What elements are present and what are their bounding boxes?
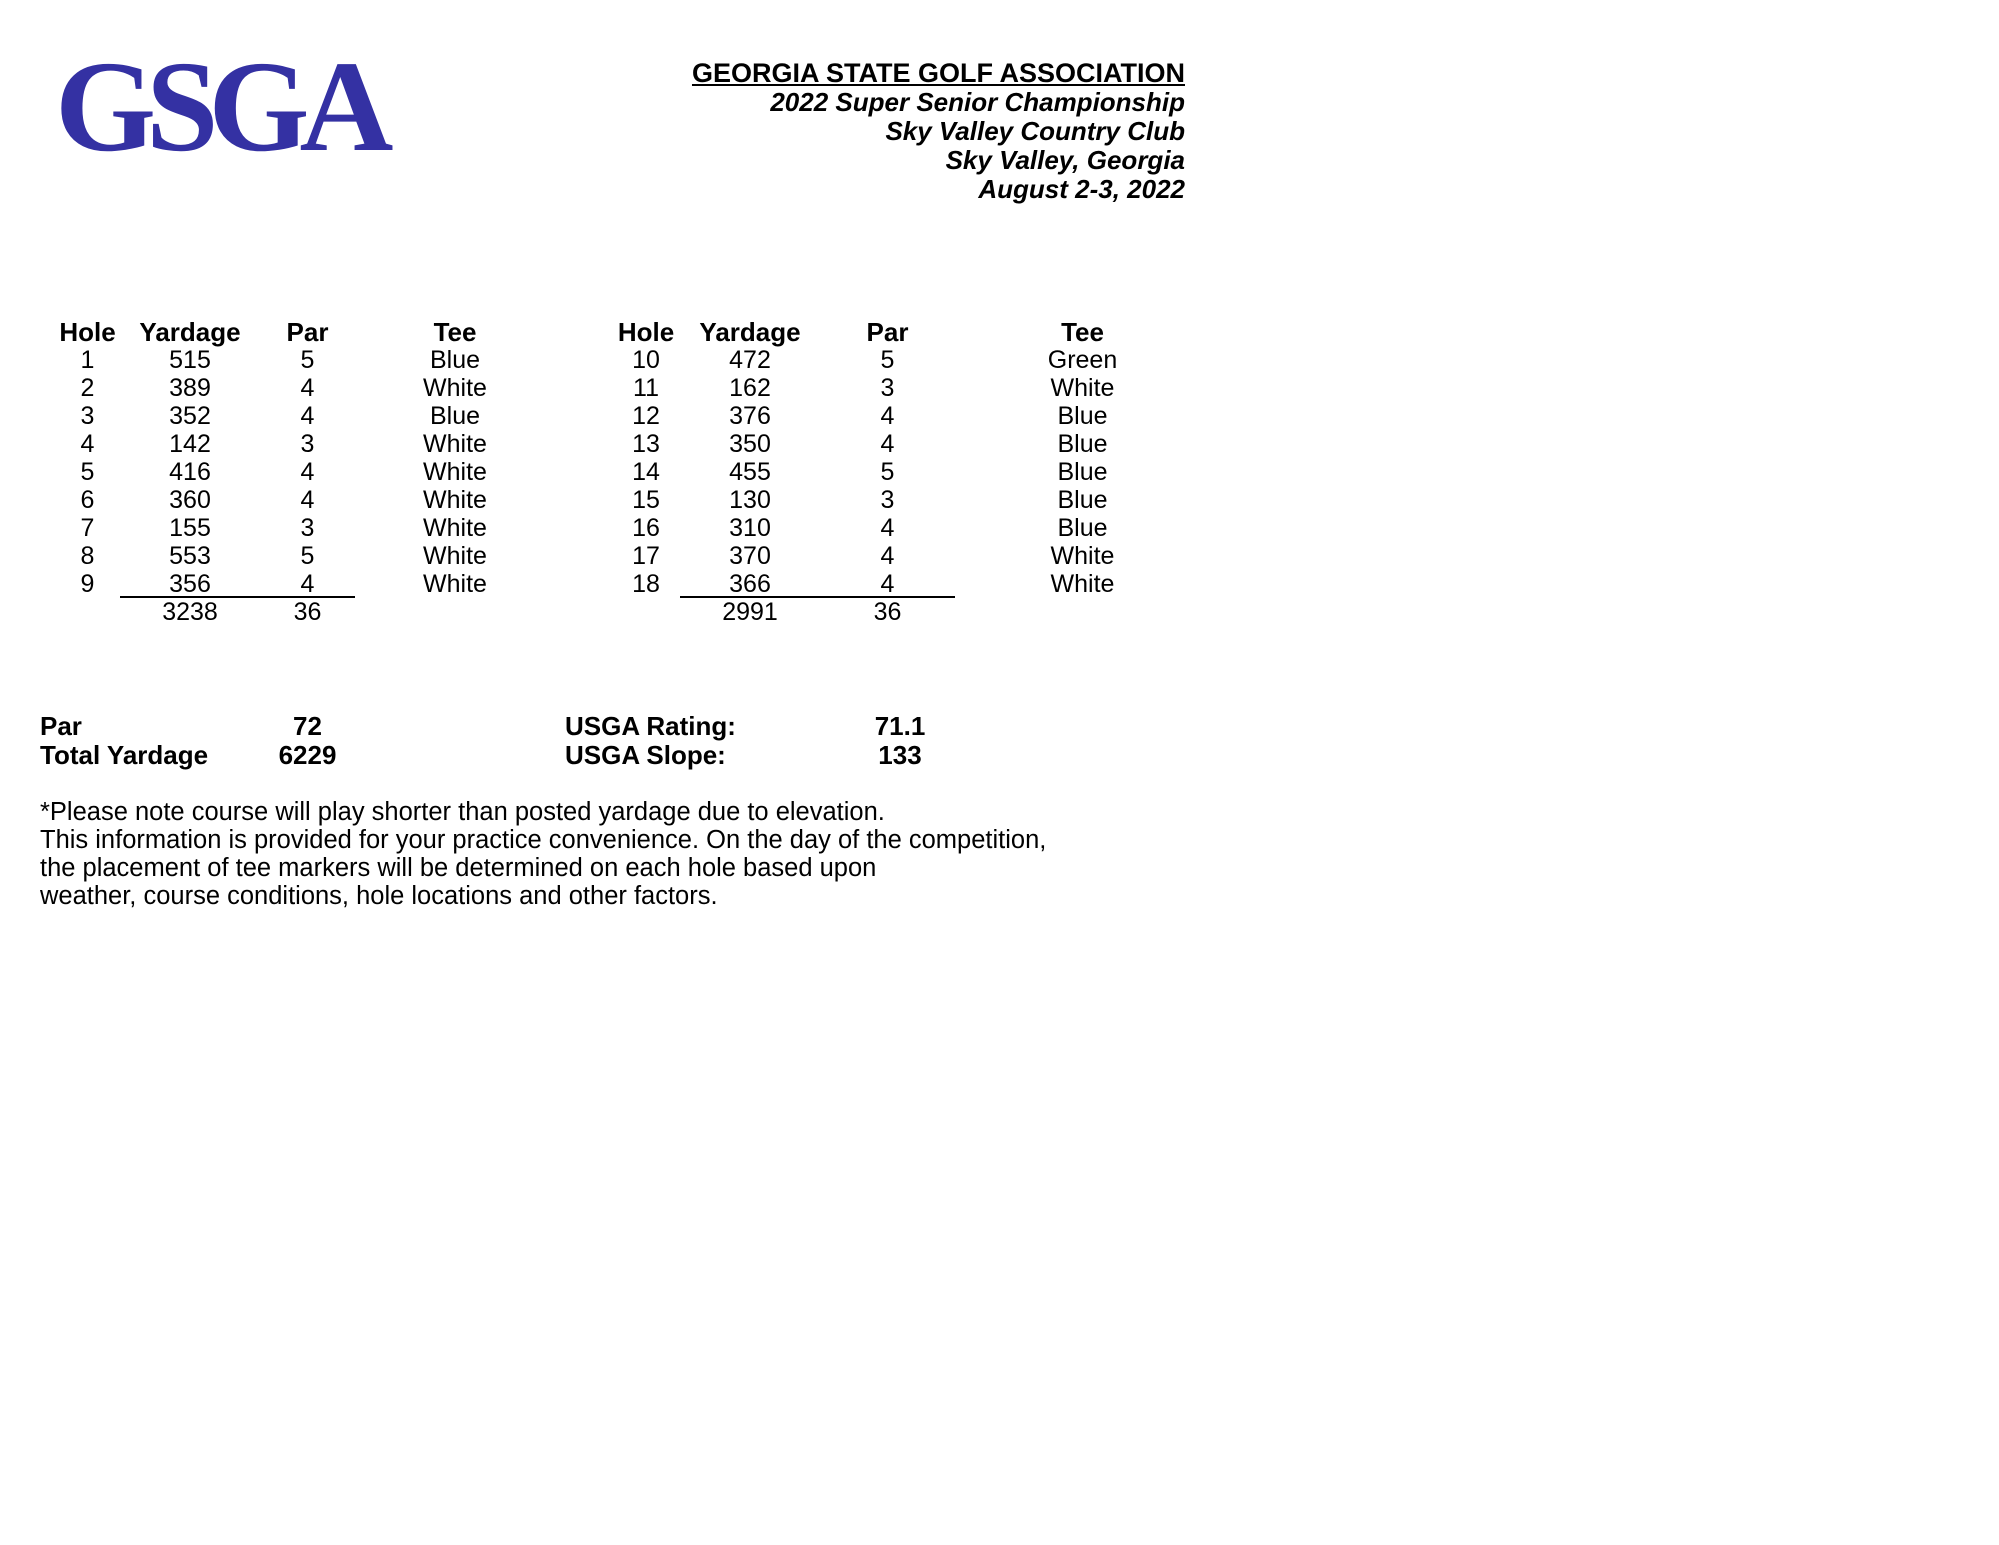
tee-value: Blue (1057, 402, 1108, 430)
par-total: 72 (293, 711, 322, 741)
event-detail-line: Sky Valley, Georgia (945, 145, 1185, 175)
hole-column-header: Hole (617, 317, 675, 347)
total-yardage-value: 6229 (278, 740, 337, 770)
back-nine-header-row (612, 318, 1210, 346)
par-value: 4 (880, 402, 895, 430)
hole-number: 12 (632, 402, 660, 430)
hole-number: 1 (80, 346, 95, 374)
front-nine-totals-row (55, 598, 555, 626)
par-value: 5 (300, 346, 315, 374)
yardage-value: 155 (169, 514, 211, 542)
front-nine-total-yardage: 3238 (162, 598, 218, 626)
yardage-value: 352 (169, 402, 211, 430)
event-detail-lines (500, 88, 1185, 204)
hole-number: 18 (632, 570, 660, 598)
par-column-header: Par (286, 317, 329, 347)
total-yardage-label: Total Yardage (40, 740, 209, 770)
yardage-value: 370 (729, 542, 771, 570)
table-row (612, 570, 1210, 598)
summary-row-2 (40, 741, 940, 770)
front-nine-header-row (55, 318, 555, 346)
hole-number: 16 (632, 514, 660, 542)
tee-value: White (423, 514, 487, 542)
note-line: *Please note course will play shorter than posted yardage due to elevation. (40, 798, 885, 826)
par-value: 3 (880, 374, 895, 402)
gsga-logo: GSGA (55, 35, 384, 179)
table-row (55, 402, 555, 430)
tee-column-header: Tee (1061, 317, 1104, 347)
course-summary (40, 712, 940, 770)
hole-number: 13 (632, 430, 660, 458)
tee-value: White (423, 458, 487, 486)
note-line: weather, course conditions, hole locations and other factors. (40, 882, 718, 910)
yardage-value: 376 (729, 402, 771, 430)
yardage-value: 515 (169, 346, 211, 374)
yardage-value: 389 (169, 374, 211, 402)
table-row (55, 374, 555, 402)
note-line: the placement of tee markers will be determined on each hole based upon (40, 854, 877, 882)
yardage-value: 350 (729, 430, 771, 458)
event-detail-line: 2022 Super Senior Championship (770, 87, 1185, 117)
par-value: 4 (300, 374, 315, 402)
hole-number: 9 (80, 570, 95, 598)
tee-column-header: Tee (433, 317, 477, 347)
hole-number: 17 (632, 542, 660, 570)
event-detail-line: August 2-3, 2022 (978, 174, 1185, 204)
note-line: This information is provided for your practice convenience. On the day of the competition, (40, 826, 1047, 854)
table-row (55, 458, 555, 486)
table-row (612, 458, 1210, 486)
table-row (612, 346, 1210, 374)
yardage-value: 472 (729, 346, 771, 374)
table-row (612, 402, 1210, 430)
usga-rating-value: 71.1 (874, 711, 926, 741)
tee-value: Blue (1057, 514, 1108, 542)
yardage-column-header: Yardage (139, 317, 241, 347)
hole-number: 15 (632, 486, 660, 514)
back-nine-totals-row (612, 598, 1210, 626)
hole-number: 11 (633, 374, 659, 402)
tee-value: White (423, 542, 487, 570)
par-column-header: Par (866, 317, 909, 347)
summary-spacer (360, 741, 565, 770)
tee-value: Blue (429, 346, 481, 374)
table-row (612, 430, 1210, 458)
tee-value: White (423, 430, 487, 458)
tee-value: Blue (1057, 458, 1108, 486)
usga-rating-label: USGA Rating: (565, 711, 736, 741)
yardage-value: 455 (729, 458, 771, 486)
par-value: 5 (880, 346, 895, 374)
hole-number: 4 (80, 430, 95, 458)
table-row (55, 514, 555, 542)
back-nine-total-par: 36 (873, 598, 902, 626)
par-value: 3 (300, 430, 315, 458)
association-name: GEORGIA STATE GOLF ASSOCIATION (691, 58, 1185, 88)
front-nine-total-par: 36 (293, 598, 322, 626)
hole-number: 7 (80, 514, 95, 542)
table-row (612, 514, 1210, 542)
tee-value: White (1050, 374, 1115, 402)
tee-value: Blue (429, 402, 481, 430)
yardage-value: 356 (120, 570, 260, 598)
par-value: 4 (260, 570, 355, 598)
tee-value: Green (1047, 346, 1118, 374)
totals-spacer (55, 598, 120, 626)
tee-value: Blue (1057, 486, 1108, 514)
event-detail-line: Sky Valley Country Club (885, 116, 1185, 146)
table-row (55, 542, 555, 570)
back-nine-total-yardage: 2991 (722, 598, 778, 626)
par-value: 4 (880, 542, 895, 570)
tee-value: White (1050, 542, 1115, 570)
yardage-value: 162 (729, 374, 771, 402)
hole-number: 6 (80, 486, 95, 514)
par-label: Par (40, 711, 82, 741)
tee-value: White (1050, 570, 1115, 598)
table-row (55, 570, 555, 598)
hole-number: 14 (632, 458, 660, 486)
yardage-value: 310 (729, 514, 771, 542)
par-value: 3 (880, 486, 895, 514)
table-row (612, 374, 1210, 402)
front-nine-body (55, 346, 555, 598)
table-row (55, 430, 555, 458)
par-value: 4 (820, 570, 955, 598)
totals-spacer (355, 598, 555, 626)
totals-spacer (955, 598, 1210, 626)
yardage-value: 130 (729, 486, 771, 514)
tee-value: White (423, 374, 487, 402)
hole-column-header: Hole (59, 317, 116, 347)
par-value: 4 (880, 514, 895, 542)
back-nine-body (612, 346, 1210, 598)
event-header (500, 58, 1185, 204)
tee-value: White (423, 570, 487, 598)
hole-number: 5 (80, 458, 95, 486)
summary-row-1 (40, 712, 940, 741)
table-row (612, 486, 1210, 514)
tee-value: White (423, 486, 487, 514)
par-value: 4 (880, 430, 895, 458)
yardage-value: 360 (169, 486, 211, 514)
par-value: 4 (300, 458, 315, 486)
table-row (55, 486, 555, 514)
yardage-value: 366 (680, 570, 820, 598)
hole-number: 2 (80, 374, 95, 402)
back-nine-table (612, 318, 1210, 626)
par-value: 4 (300, 486, 315, 514)
hole-number: 3 (80, 402, 95, 430)
par-value: 4 (300, 402, 315, 430)
usga-slope-value: 133 (878, 740, 922, 770)
table-row (612, 542, 1210, 570)
hole-number: 10 (632, 346, 660, 374)
totals-spacer (612, 598, 680, 626)
par-value: 3 (300, 514, 315, 542)
yardage-value: 142 (169, 430, 211, 458)
front-nine-table (55, 318, 555, 626)
tee-value: Blue (1057, 430, 1108, 458)
yardage-column-header: Yardage (699, 317, 801, 347)
yardage-value: 553 (169, 542, 211, 570)
summary-spacer (360, 712, 565, 741)
par-value: 5 (300, 542, 315, 570)
hole-number: 8 (80, 542, 95, 570)
par-value: 5 (880, 458, 895, 486)
yardage-value: 416 (169, 458, 211, 486)
usga-slope-label: USGA Slope: (565, 740, 726, 770)
course-notes (40, 798, 1046, 910)
table-row (55, 346, 555, 374)
